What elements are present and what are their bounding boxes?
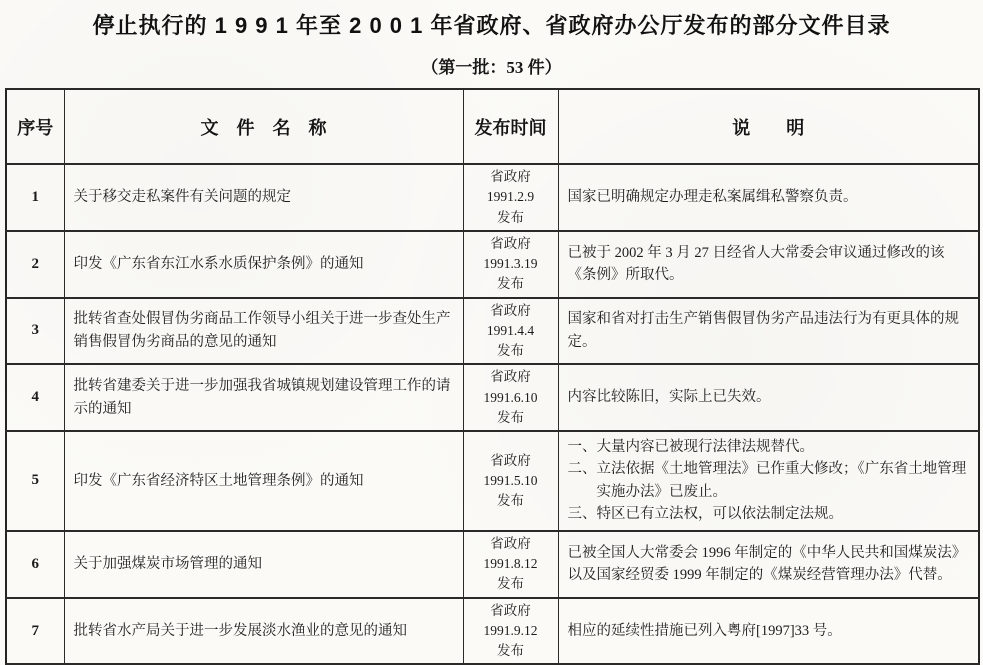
cell-note: 已被全国人大常委会 1996 年制定的《中华人民共和国煤炭法》以及国家经贸委 1999 年制定的《煤炭经营管理办法》代替。 [558, 531, 979, 598]
cell-index: 2 [6, 231, 64, 298]
cell-publish-date [463, 298, 558, 365]
cell-doc-name: 批转省查处假冒伪劣商品工作领导小组关于进一步查处生产销售假冒伪劣商品的意见的通知 [64, 298, 463, 365]
date-line: 1991.8.12 [483, 556, 538, 572]
cell-index: 4 [6, 364, 64, 431]
page-title: 停止执行的 1 9 9 1 年至 2 0 0 1 年省政府、省政府办公厅发布的部分文件目录 [92, 13, 891, 38]
cell-doc-name: 印发《广东省东江水系水质保护条例》的通知 [64, 231, 463, 298]
date-line: 1991.9.12 [483, 622, 538, 638]
table-row [6, 431, 979, 531]
published-line: 发布 [497, 209, 524, 225]
date-line: 1991.4.4 [486, 322, 535, 338]
cell-publish-date [463, 431, 558, 531]
issuer-line: 省政府 [490, 369, 531, 385]
cell-note: 国家和省对打击生产销售假冒伪劣产品违法行为有更具体的规定。 [558, 298, 979, 365]
cell-index: 1 [6, 164, 64, 231]
issuer-line: 省政府 [490, 535, 531, 551]
cell-index: 7 [6, 598, 64, 665]
cell-publish-date [463, 598, 558, 665]
table-row [6, 364, 979, 431]
documents-table [5, 88, 980, 665]
table-row [6, 298, 979, 365]
cell-doc-name: 关于加强煤炭市场管理的通知 [64, 531, 463, 598]
cell-note [558, 431, 979, 531]
issuer-line: 省政府 [490, 235, 531, 251]
published-line: 发布 [497, 343, 524, 358]
cell-index: 6 [6, 531, 64, 598]
cell-note: 国家已明确规定办理走私案属缉私警察负责。 [558, 164, 979, 231]
header-index: 序号 [6, 89, 64, 164]
header-note: 说 明 [558, 89, 979, 164]
issuer-line: 省政府 [490, 302, 531, 318]
cell-doc-name: 印发《广东省经济特区土地管理条例》的通知 [64, 431, 463, 531]
cell-publish-date [463, 531, 558, 598]
table-header-row [6, 89, 979, 164]
published-line: 发布 [497, 409, 524, 425]
cell-publish-date [463, 164, 558, 231]
date-line: 1991.6.10 [483, 389, 538, 405]
published-line: 发布 [497, 643, 524, 659]
table-row [6, 164, 979, 231]
table-row [6, 231, 979, 298]
issuer-line: 省政府 [490, 602, 531, 618]
cell-index: 5 [6, 431, 64, 531]
issuer-line: 省政府 [490, 169, 531, 184]
cell-doc-name: 批转省水产局关于进一步发展淡水渔业的意见的通知 [64, 598, 463, 665]
cell-doc-name: 批转省建委关于进一步加强我省城镇规划建设管理工作的请示的通知 [64, 364, 463, 431]
date-line: 1991.3.19 [483, 256, 538, 271]
cell-note: 内容比较陈旧，实际上已失效。 [558, 364, 979, 431]
header-doc-name: 文 件 名 称 [64, 89, 463, 164]
page-subtitle: （第一批：53 件） [421, 58, 562, 77]
table-row [6, 598, 979, 665]
header-publish-date: 发布时间 [463, 89, 558, 164]
published-line: 发布 [497, 276, 524, 292]
note-item: 一、大量内容已被现行法律法规替代。 [567, 439, 814, 455]
note-item: 二、立法依据《土地管理法》已作重大修改；《广东省土地管理实施办法》已废止。 [567, 461, 967, 500]
cell-doc-name: 关于移交走私案件有关问题的规定 [64, 164, 463, 231]
date-line: 1991.2.9 [486, 189, 535, 205]
cell-index: 3 [6, 298, 64, 365]
cell-publish-date [463, 231, 558, 298]
date-line: 1991.5.10 [483, 472, 538, 488]
published-line: 发布 [497, 493, 524, 509]
cell-note: 已被于 2002 年 3 月 27 日经省人大常委会审议通过修改的该《条例》所取代。 [558, 231, 979, 298]
cell-publish-date [463, 364, 558, 431]
issuer-line: 省政府 [490, 452, 531, 468]
published-line: 发布 [497, 576, 524, 592]
note-item: 三、特区已有立法权，可以依法制定法规。 [567, 506, 843, 523]
table-row [6, 531, 979, 598]
cell-note: 相应的延续性措施已列入粤府[1997]33 号。 [558, 598, 979, 665]
